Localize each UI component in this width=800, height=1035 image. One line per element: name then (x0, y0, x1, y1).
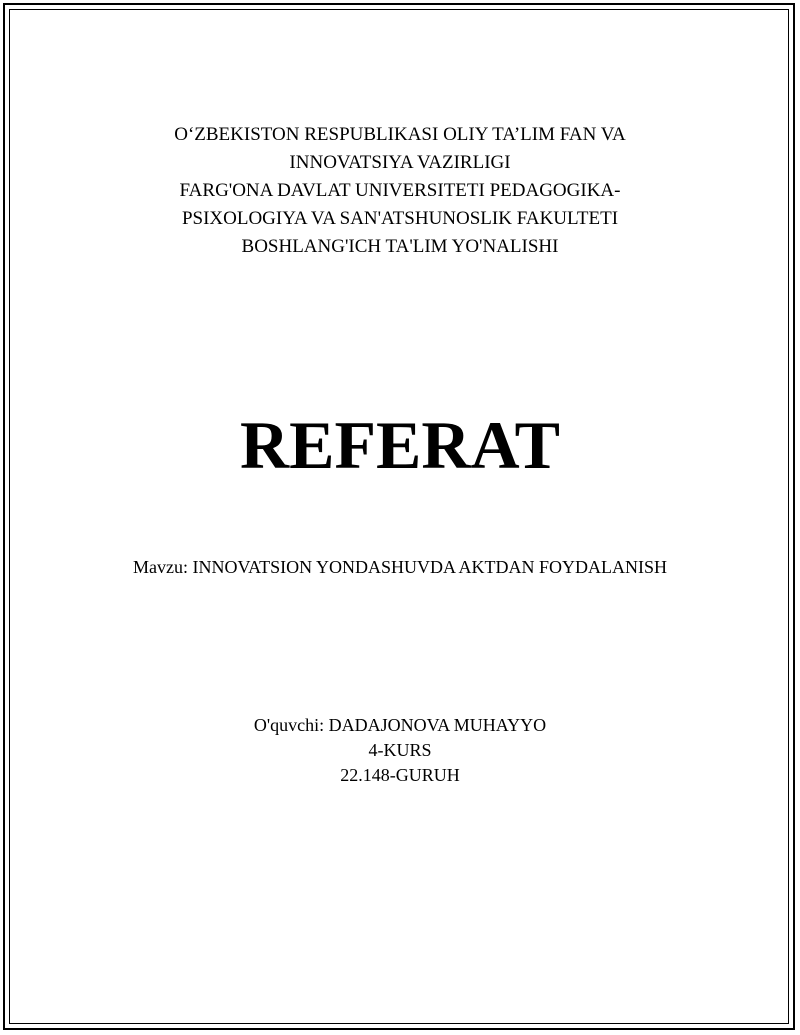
header-line-1: O‘ZBEKISTON RESPUBLIKASI OLIY TA’LIM FAN VA (174, 124, 626, 145)
document-title: REFERAT (240, 407, 560, 483)
student-course: 4-KURS (368, 740, 432, 760)
topic-line: Mavzu: INNOVATSION YONDASHUVDA AKTDAN FOYDALANISH (133, 557, 667, 577)
header-line-5: BOSHLANG'ICH TA'LIM YO'NALISHI (241, 236, 559, 257)
header-line-2: INNOVATSIYA VAZIRLIGI (289, 152, 511, 173)
student-info (0, 713, 800, 788)
institution-header (0, 121, 800, 261)
header-line-3: FARG'ONA DAVLAT UNIVERSITETI PEDAGOGIKA- (179, 180, 621, 201)
student-group: 22.148-GURUH (340, 765, 460, 785)
student-name: O'quvchi: DADAJONOVA MUHAYYO (253, 715, 547, 735)
header-line-4: PSIXOLOGIYA VA SAN'ATSHUNOSLIK FAKULTETI (181, 208, 619, 229)
